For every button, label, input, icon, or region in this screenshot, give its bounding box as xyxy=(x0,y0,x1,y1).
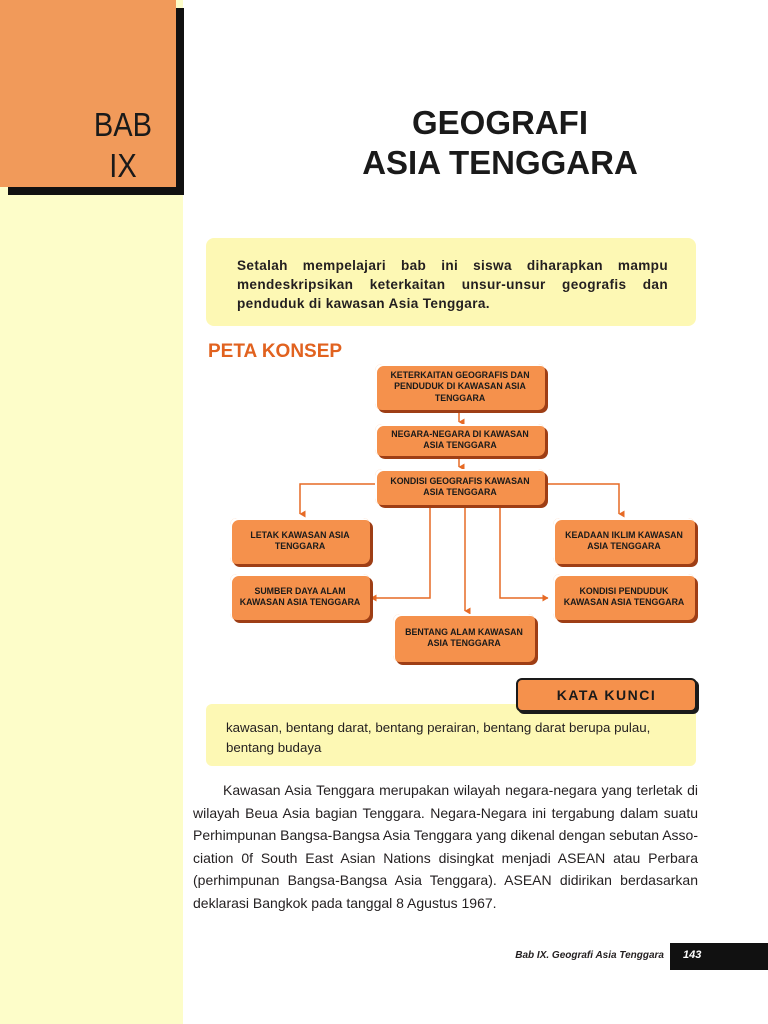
concept-node-countries: NEGARA-NEGARA DI KAWASAN ASIA TENGGARA xyxy=(375,424,545,456)
connector-to-population xyxy=(500,505,548,598)
keywords-text: kawasan, bentang darat, bentang perairan, bentang darat berupa pulau, bentang budaya xyxy=(226,720,651,755)
chapter-title-line2: ASIA TENGGARA xyxy=(362,144,638,181)
body-paragraph: Kawasan Asia Tenggara merupakan wilayah negara-negara yang terletak di wilayah Beua Asia bagian Tenggara. Negara-Negara ini tergabung dalam suatu Perhimpunan Bangsa-Bangsa Asia Tenggara yang dikenal dengan sebutan Asso-ciation 0f South East Asian Nations disingkat menjadi ASEAN atau Perbara (perhimpunan Bangsa-Bangsa Asia Tenggara). ASEAN didirikan berdasarkan deklarasi Bangkok pada tanggal 8 Agustus 1967. xyxy=(193,782,698,911)
connector-to-resources xyxy=(371,505,430,598)
connector-to-location xyxy=(300,484,376,514)
running-title: Bab IX. Geografi Asia Tenggara xyxy=(515,950,664,961)
learning-objective-text: Setalah mempelajari bab ini siswa diharapkan mampu mendeskripsikan keterkaitan unsur-unsur geografis dan penduduk di kawasan Asia Tenggara. xyxy=(237,258,668,311)
concept-node-population: KONDISI PENDUDUK KAWASAN ASIA TENGGARA xyxy=(553,574,695,620)
concept-node-location: LETAK KAWASAN ASIA TENGGARA xyxy=(230,518,370,564)
keywords-box xyxy=(206,704,696,766)
concept-node-conditions: KONDISI GEOGRAFIS KAWASAN ASIA TENGGARA xyxy=(375,469,545,505)
page-number: 143 xyxy=(683,949,702,961)
concept-node-landform: BENTANG ALAM KAWASAN ASIA TENGGARA xyxy=(393,614,535,662)
connector-to-climate xyxy=(545,484,619,514)
chapter-number: IX xyxy=(109,147,137,184)
concept-node-climate: KEADAAN IKLIM KAWASAN ASIA TENGGARA xyxy=(553,518,695,564)
chapter-label: BAB xyxy=(93,106,153,143)
keywords-heading: KATA KUNCI xyxy=(516,678,697,712)
concept-map-heading: PETA KONSEP xyxy=(208,341,343,362)
concept-node-resources: SUMBER DAYA ALAM KAWASAN ASIA TENGGARA xyxy=(230,574,370,620)
chapter-title-line1: GEOGRAFI xyxy=(411,104,588,141)
concept-node-root: KETERKAITAN GEOGRAFIS DAN PENDUDUK DI KAWASAN ASIA TENGGARA xyxy=(375,364,545,410)
